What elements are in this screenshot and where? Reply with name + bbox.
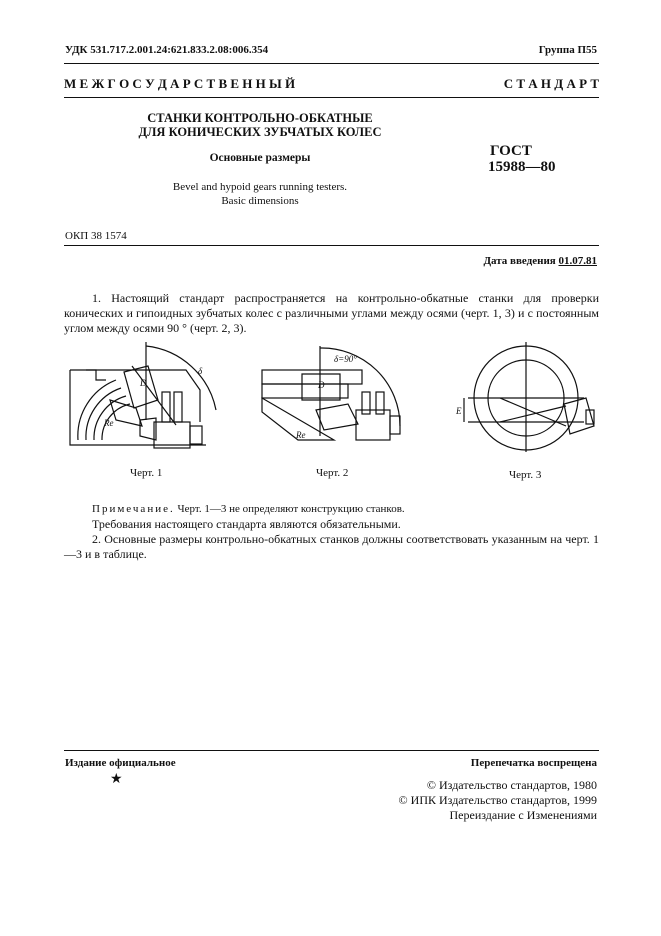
introduction-date-label: Дата введения [483, 255, 556, 267]
document-title [120, 111, 400, 139]
paragraph-1: 1. Настоящий стандарт распространяется на контрольно-обкатные станки для проверки конических и гипоидных зубчатых колес с различными углами между осями (черт. 1, 3) и с постоянным углом между осями 90 ° (черт. 2, 3). [64, 291, 599, 335]
note-heading: Примечание. [92, 503, 175, 515]
fig2-spindle-block [356, 410, 390, 440]
fig2-label-delta90: δ=90° [334, 354, 357, 364]
fig2-second-rail [262, 384, 348, 398]
fig1-arc-outer [78, 380, 116, 440]
figure-1-caption: Черт. 1 [130, 467, 163, 479]
udk-code: УДК 531.717.2.001.24:621.833.2.08:006.354 [65, 44, 269, 56]
header-rule [64, 63, 599, 64]
introduction-date [483, 255, 597, 267]
note [92, 503, 405, 515]
fig2-gear-left [316, 404, 358, 430]
title-line-1: СТАНКИ КОНТРОЛЬНО-ОБКАТНЫЕ [147, 111, 373, 125]
official-edition: Издание официальное [65, 757, 176, 769]
fig2-label-re: Re [296, 430, 306, 440]
english-title [120, 180, 400, 208]
fig2-column-1 [362, 392, 370, 414]
copyright-1999: © ИПК Издательство стандартов, 1999 [398, 793, 597, 807]
fig1-label-re: Re [104, 418, 114, 428]
group-code: Группа П55 [538, 44, 597, 56]
note-text: Черт. 1—3 не определяют конструкцию станков. [177, 503, 405, 515]
okp-code: ОКП 38 1574 [65, 230, 127, 242]
english-title-line-2: Basic dimensions [221, 195, 299, 207]
fig1-spindle-block [154, 422, 190, 448]
title-line-2: ДЛЯ КОНИЧЕСКИХ ЗУБЧАТЫХ КОЛЕС [138, 125, 382, 139]
star-icon: ★ [110, 772, 123, 787]
footer-rule [64, 750, 599, 751]
paragraph-2: 2. Основные размеры контрольно-обкатных станков должны соответствовать указанным на черт. 1—3 и в таблице. [64, 532, 599, 561]
introduction-date-value: 01.07.81 [558, 255, 597, 267]
copyright-1980: © Издательство стандартов, 1980 [426, 778, 597, 792]
fig2-spindle-end [390, 416, 400, 434]
reissue-note: Переиздание с Изменениями [449, 808, 597, 822]
fig3-label-e: E [456, 406, 462, 416]
figure-2-drawing [258, 340, 410, 455]
gost-label: ГОСТ [490, 143, 532, 159]
fig1-arc-mid [86, 388, 121, 440]
fig1-gear-left [110, 400, 142, 426]
fig2-column-2 [376, 392, 384, 414]
figure-2-caption: Черт. 2 [316, 467, 349, 479]
reprint-prohibited: Перепечатка воспрещена [470, 757, 597, 769]
standard-banner [64, 76, 599, 92]
fig2-angle-arc [320, 348, 400, 426]
figure-3-caption: Черт. 3 [509, 469, 542, 481]
fig1-label-delta: δ [198, 366, 203, 376]
mandatory-statement: Требования настоящего стандарта являются обязательными. [92, 517, 401, 531]
fig1-spindle-end [190, 426, 202, 444]
fig1-column-2 [174, 392, 182, 422]
gost-number: 15988—80 [488, 159, 556, 175]
fig2-top-rail [262, 370, 362, 384]
fig1-label-d: D [140, 378, 147, 388]
fig3-diagonal-1 [500, 406, 566, 422]
fig1-base [70, 370, 206, 445]
gost-designation [488, 143, 556, 175]
english-title-line-1: Bevel and hypoid gears running testers. [172, 181, 348, 193]
figure-3-drawing [456, 340, 600, 465]
figure-1-drawing [66, 340, 246, 460]
banner-word-standard: С Т А Н Д А Р Т [503, 76, 599, 91]
fig1-frame-top [70, 370, 106, 380]
banner-rule [64, 97, 599, 98]
okp-rule [64, 245, 599, 246]
banner-word-interstate: М Е Ж Г О С У Д А Р С Т В Е Н Н Ы Й [64, 76, 296, 91]
document-subtitle: Основные размеры [209, 152, 311, 164]
fig2-label-d: D [318, 380, 325, 390]
fig3-pinion-block [564, 398, 594, 434]
